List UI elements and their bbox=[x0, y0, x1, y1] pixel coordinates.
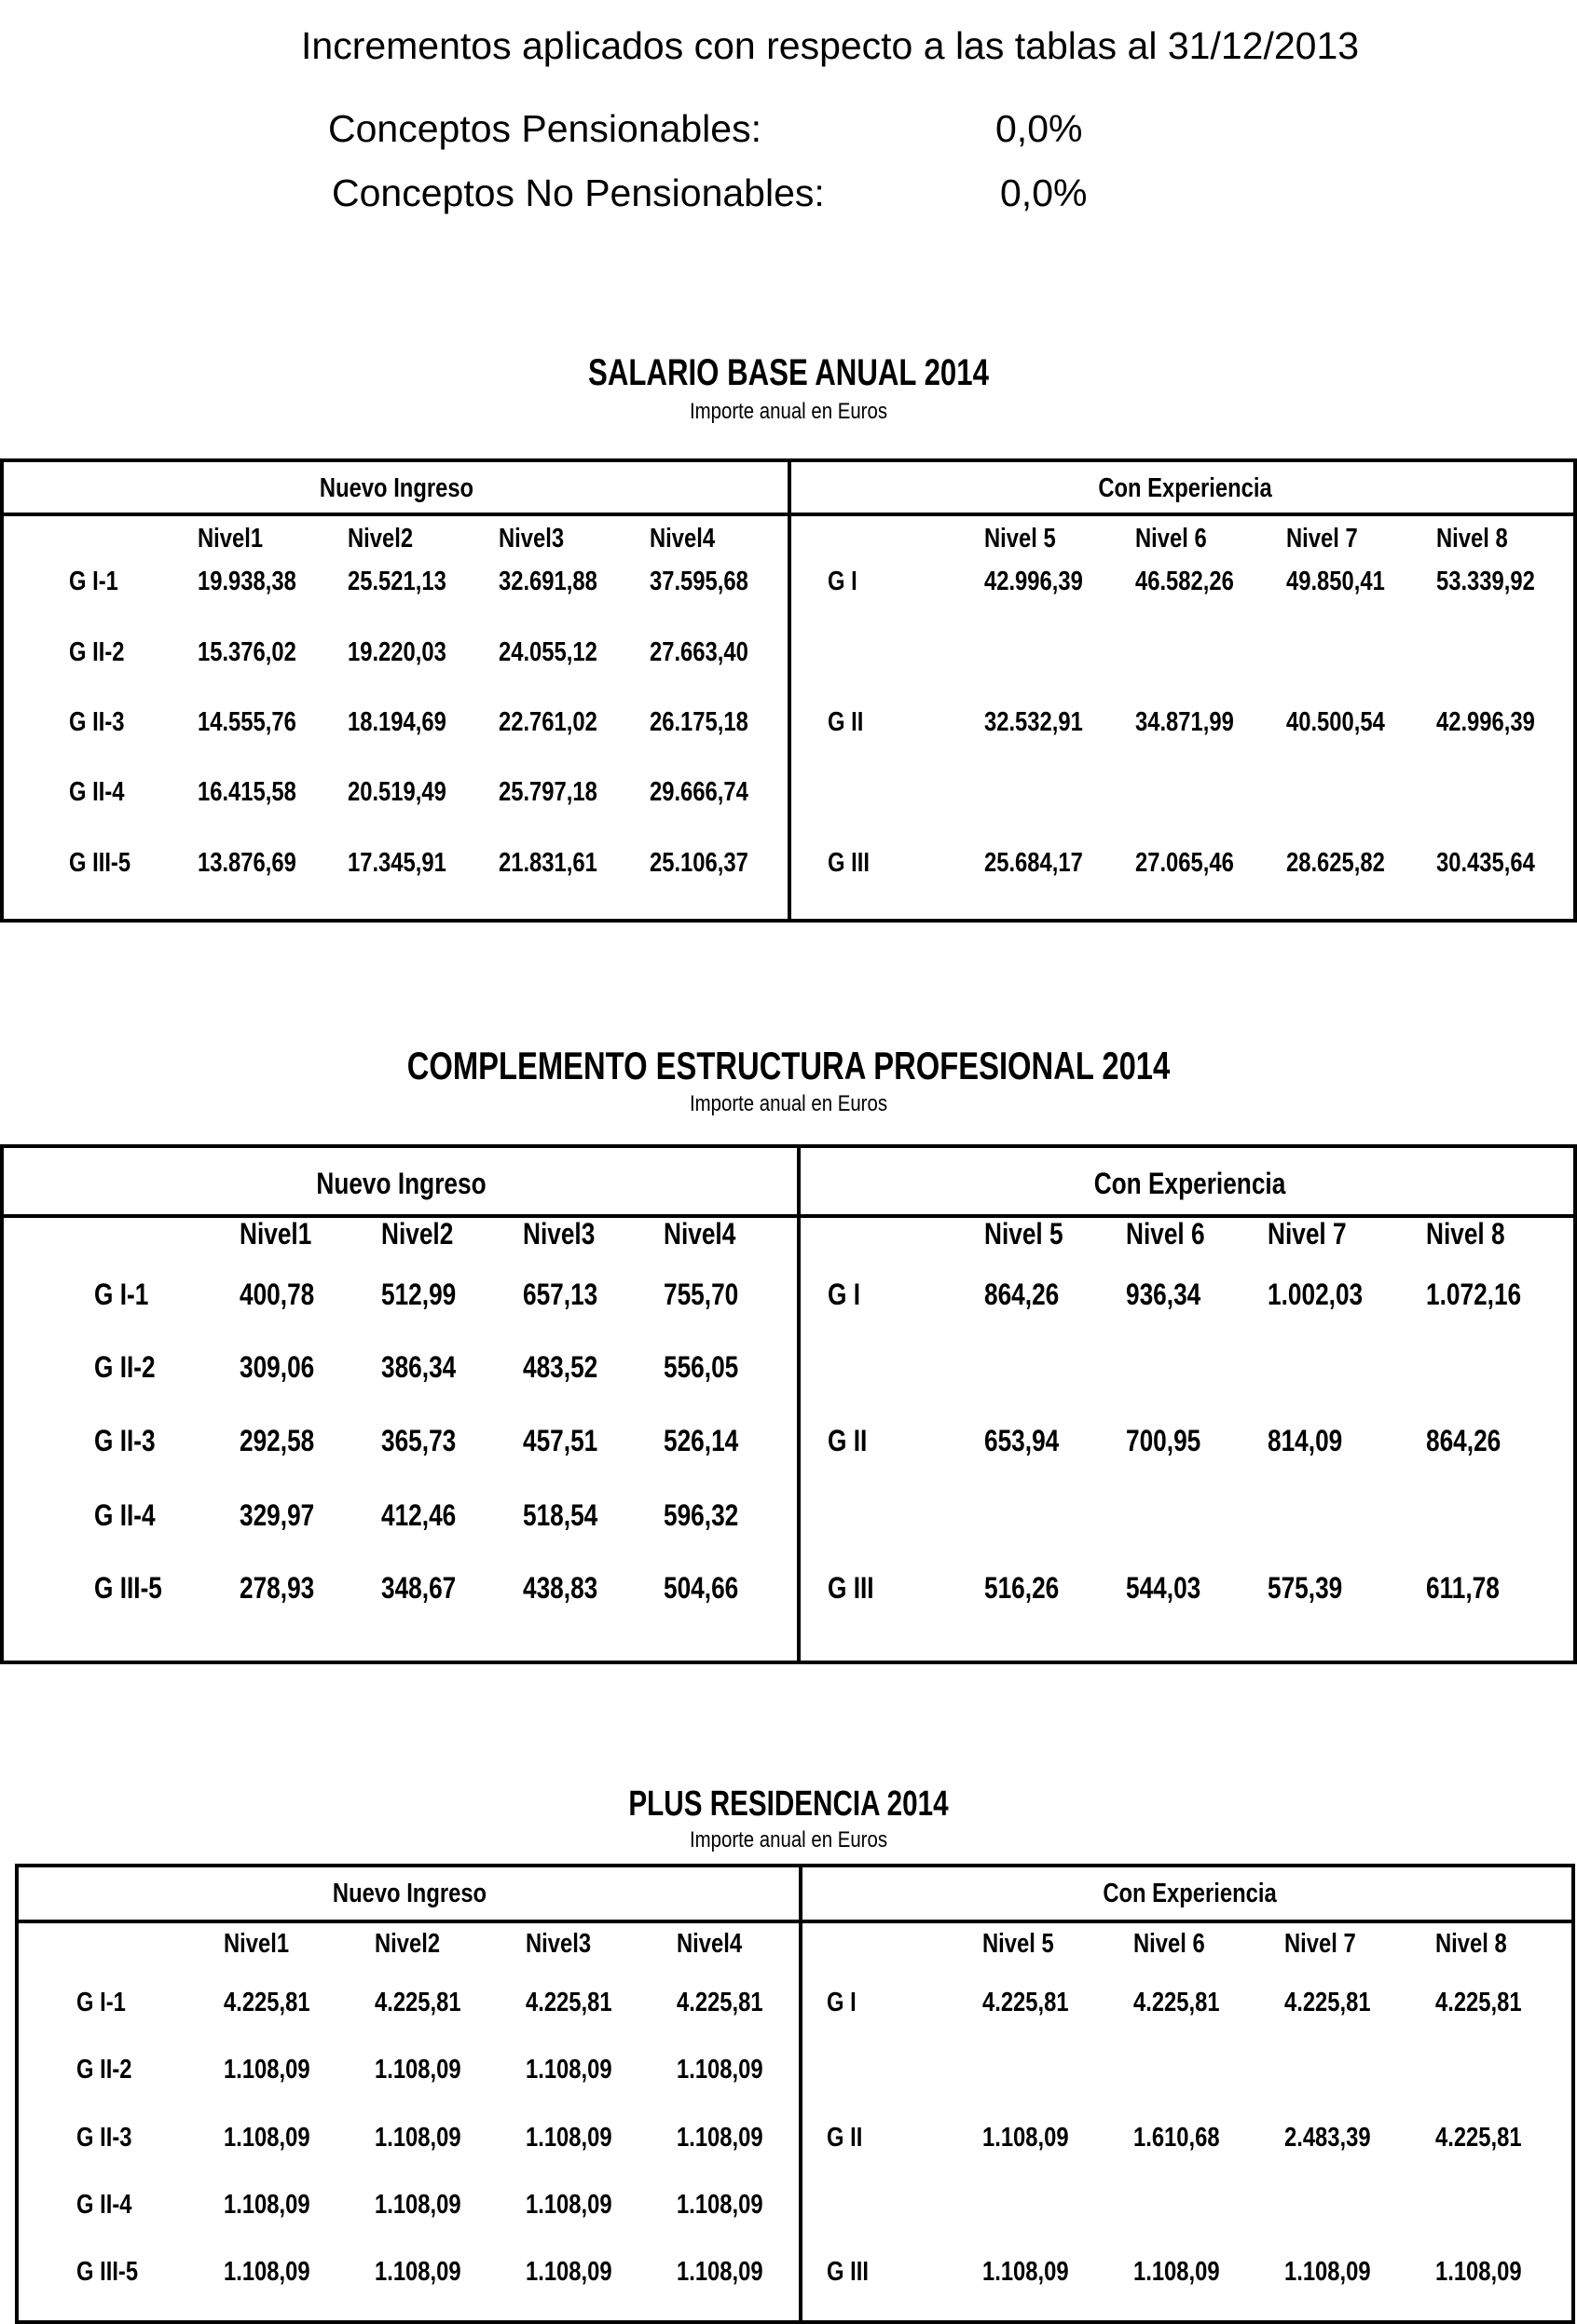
header-divider bbox=[4, 513, 1573, 516]
value-cell: 700,95 bbox=[1126, 1424, 1201, 1457]
row-label: G I-1 bbox=[94, 1278, 149, 1311]
value-cell: 1.002,03 bbox=[1268, 1278, 1364, 1311]
level-header: Nivel2 bbox=[348, 523, 414, 554]
value-cell: 1.108,09 bbox=[982, 2122, 1069, 2153]
row-label: G I bbox=[828, 1278, 860, 1311]
row-label: G II-3 bbox=[69, 706, 125, 737]
value-cell: 24.055,12 bbox=[499, 636, 597, 667]
level-header: Nivel2 bbox=[375, 1928, 441, 1959]
level-header: Nivel3 bbox=[499, 523, 565, 554]
row-label: G II bbox=[828, 1424, 868, 1457]
value-cell: 1.108,09 bbox=[224, 2256, 310, 2287]
section-title: COMPLEMENTO ESTRUCTURA PROFESIONAL 2014 bbox=[406, 1044, 1171, 1087]
value-cell: 1.108,09 bbox=[1435, 2256, 1522, 2287]
level-header: Nivel3 bbox=[526, 1928, 592, 1959]
value-cell: 348,67 bbox=[381, 1571, 457, 1605]
group-header-nuevo-ingreso: Nuevo Ingreso bbox=[319, 473, 474, 503]
level-header: Nivel 6 bbox=[1133, 1928, 1205, 1959]
row-label: G II-4 bbox=[69, 776, 125, 807]
value-cell: 4.225,81 bbox=[982, 1987, 1069, 2017]
group-header-con-experiencia: Con Experiencia bbox=[1103, 1879, 1277, 1908]
value-cell: 504,66 bbox=[664, 1571, 739, 1605]
value-cell: 1.108,09 bbox=[677, 2054, 763, 2085]
value-cell: 34.871,99 bbox=[1135, 706, 1234, 737]
value-cell: 4.225,81 bbox=[1133, 1987, 1220, 2017]
value-cell: 864,26 bbox=[984, 1278, 1060, 1311]
row-label: G I bbox=[827, 1987, 857, 2017]
increment-value-pensionable: 0,0% bbox=[995, 107, 1083, 150]
value-cell: 32.532,91 bbox=[984, 706, 1083, 737]
value-cell: 936,34 bbox=[1126, 1278, 1201, 1311]
value-cell: 1.108,09 bbox=[1284, 2256, 1371, 2287]
value-cell: 37.595,68 bbox=[650, 566, 748, 596]
value-cell: 30.435,64 bbox=[1436, 847, 1535, 878]
row-label: G III-5 bbox=[76, 2256, 139, 2287]
value-cell: 526,14 bbox=[664, 1424, 739, 1457]
value-cell: 21.831,61 bbox=[499, 847, 597, 878]
value-cell: 309,06 bbox=[240, 1350, 315, 1384]
value-cell: 40.500,54 bbox=[1286, 706, 1385, 737]
level-header: Nivel1 bbox=[198, 523, 264, 554]
level-header: Nivel 8 bbox=[1426, 1217, 1505, 1251]
row-label: G I-1 bbox=[69, 566, 118, 596]
value-cell: 438,83 bbox=[523, 1571, 598, 1605]
value-cell: 412,46 bbox=[381, 1498, 457, 1532]
row-label: G II-2 bbox=[94, 1350, 156, 1384]
group-divider bbox=[788, 462, 791, 919]
header-divider bbox=[19, 1920, 1571, 1923]
value-cell: 19.220,03 bbox=[348, 636, 446, 667]
value-cell: 1.108,09 bbox=[375, 2054, 461, 2085]
value-cell: 17.345,91 bbox=[348, 847, 446, 878]
row-label: G III bbox=[828, 1571, 874, 1605]
value-cell: 814,09 bbox=[1268, 1424, 1343, 1457]
increment-value-non-pensionable: 0,0% bbox=[1000, 171, 1088, 214]
value-cell: 28.625,82 bbox=[1286, 847, 1385, 878]
value-cell: 1.108,09 bbox=[526, 2122, 612, 2153]
salary-table bbox=[0, 458, 1577, 923]
value-cell: 1.108,09 bbox=[677, 2256, 763, 2287]
row-label: G II-3 bbox=[76, 2122, 132, 2153]
value-cell: 1.108,09 bbox=[224, 2189, 310, 2220]
value-cell: 596,32 bbox=[664, 1498, 739, 1532]
value-cell: 386,34 bbox=[381, 1350, 457, 1384]
value-cell: 25.521,13 bbox=[348, 566, 446, 596]
section-title: PLUS RESIDENCIA 2014 bbox=[628, 1784, 949, 1824]
level-header: Nivel 6 bbox=[1126, 1217, 1205, 1251]
value-cell: 653,94 bbox=[984, 1424, 1060, 1457]
value-cell: 19.938,38 bbox=[198, 566, 296, 596]
level-header: Nivel 6 bbox=[1135, 523, 1207, 554]
salary-table bbox=[15, 1864, 1575, 2324]
value-cell: 22.761,02 bbox=[499, 706, 597, 737]
value-cell: 4.225,81 bbox=[375, 1987, 461, 2017]
level-header: Nivel 8 bbox=[1435, 1928, 1507, 1959]
value-cell: 1.072,16 bbox=[1426, 1278, 1522, 1311]
row-label: G II-4 bbox=[76, 2189, 132, 2220]
level-header: Nivel 8 bbox=[1436, 523, 1508, 554]
value-cell: 1.108,09 bbox=[375, 2256, 461, 2287]
increment-label-non-pensionable: Conceptos No Pensionables: bbox=[332, 171, 825, 214]
value-cell: 32.691,88 bbox=[499, 566, 597, 596]
value-cell: 2.483,39 bbox=[1284, 2122, 1371, 2153]
level-header: Nivel4 bbox=[677, 1928, 743, 1959]
value-cell: 657,13 bbox=[523, 1278, 598, 1311]
level-header: Nivel 7 bbox=[1284, 1928, 1356, 1959]
value-cell: 1.108,09 bbox=[526, 2054, 612, 2085]
value-cell: 1.108,09 bbox=[375, 2189, 461, 2220]
value-cell: 4.225,81 bbox=[224, 1987, 310, 2017]
value-cell: 25.684,17 bbox=[984, 847, 1083, 878]
value-cell: 518,54 bbox=[523, 1498, 598, 1532]
value-cell: 292,58 bbox=[240, 1424, 315, 1457]
value-cell: 18.194,69 bbox=[348, 706, 446, 737]
value-cell: 4.225,81 bbox=[1435, 1987, 1522, 2017]
level-header: Nivel 5 bbox=[984, 1217, 1063, 1251]
row-label: G I bbox=[828, 566, 857, 596]
row-label: G III bbox=[827, 2256, 869, 2287]
level-header: Nivel 5 bbox=[984, 523, 1056, 554]
group-header-con-experiencia: Con Experiencia bbox=[1098, 473, 1272, 503]
value-cell: 15.376,02 bbox=[198, 636, 296, 667]
value-cell: 16.415,58 bbox=[198, 776, 296, 807]
value-cell: 575,39 bbox=[1268, 1571, 1343, 1605]
section-subtitle: Importe anual en Euros bbox=[689, 399, 888, 424]
value-cell: 1.108,09 bbox=[677, 2122, 763, 2153]
value-cell: 755,70 bbox=[664, 1278, 739, 1311]
row-label: G II-2 bbox=[69, 636, 125, 667]
value-cell: 1.108,09 bbox=[677, 2189, 763, 2220]
value-cell: 864,26 bbox=[1426, 1424, 1502, 1457]
row-label: G III-5 bbox=[69, 847, 131, 878]
value-cell: 611,78 bbox=[1426, 1571, 1500, 1605]
group-divider bbox=[797, 1148, 801, 1661]
value-cell: 516,26 bbox=[984, 1571, 1060, 1605]
value-cell: 4.225,81 bbox=[526, 1987, 612, 2017]
group-header-nuevo-ingreso: Nuevo Ingreso bbox=[316, 1167, 487, 1200]
value-cell: 25.106,37 bbox=[650, 847, 748, 878]
value-cell: 400,78 bbox=[240, 1278, 315, 1311]
group-header-nuevo-ingreso: Nuevo Ingreso bbox=[332, 1879, 487, 1908]
level-header: Nivel 7 bbox=[1268, 1217, 1347, 1251]
section-title: SALARIO BASE ANUAL 2014 bbox=[588, 352, 989, 393]
value-cell: 544,03 bbox=[1126, 1571, 1201, 1605]
value-cell: 4.225,81 bbox=[1284, 1987, 1371, 2017]
level-header: Nivel3 bbox=[523, 1217, 596, 1251]
value-cell: 4.225,81 bbox=[1435, 2122, 1522, 2153]
level-header: Nivel 5 bbox=[982, 1928, 1054, 1959]
value-cell: 329,97 bbox=[240, 1498, 315, 1532]
level-header: Nivel1 bbox=[224, 1928, 290, 1959]
level-header: Nivel1 bbox=[240, 1217, 312, 1251]
section-subtitle: Importe anual en Euros bbox=[689, 1827, 888, 1852]
value-cell: 53.339,92 bbox=[1436, 566, 1535, 596]
value-cell: 26.175,18 bbox=[650, 706, 748, 737]
value-cell: 49.850,41 bbox=[1286, 566, 1385, 596]
row-label: G II bbox=[828, 706, 864, 737]
value-cell: 42.996,39 bbox=[984, 566, 1083, 596]
section-subtitle: Importe anual en Euros bbox=[689, 1091, 888, 1116]
value-cell: 1.108,09 bbox=[224, 2054, 310, 2085]
value-cell: 27.663,40 bbox=[650, 636, 748, 667]
row-label: G III bbox=[828, 847, 870, 878]
value-cell: 1.108,09 bbox=[224, 2122, 310, 2153]
level-header: Nivel4 bbox=[650, 523, 716, 554]
value-cell: 1.108,09 bbox=[982, 2256, 1069, 2287]
row-label: G II bbox=[827, 2122, 863, 2153]
level-header: Nivel4 bbox=[664, 1217, 736, 1251]
level-header: Nivel2 bbox=[381, 1217, 454, 1251]
value-cell: 556,05 bbox=[664, 1350, 739, 1384]
value-cell: 25.797,18 bbox=[499, 776, 597, 807]
row-label: G II-2 bbox=[76, 2054, 132, 2085]
value-cell: 20.519,49 bbox=[348, 776, 446, 807]
value-cell: 29.666,74 bbox=[650, 776, 748, 807]
salary-table bbox=[0, 1144, 1577, 1664]
value-cell: 14.555,76 bbox=[198, 706, 296, 737]
row-label: G II-4 bbox=[94, 1498, 156, 1532]
increment-label-pensionable: Conceptos Pensionables: bbox=[328, 107, 761, 150]
value-cell: 483,52 bbox=[523, 1350, 598, 1384]
value-cell: 13.876,69 bbox=[198, 847, 296, 878]
value-cell: 1.108,09 bbox=[526, 2256, 612, 2287]
value-cell: 42.996,39 bbox=[1436, 706, 1535, 737]
page-title: Incrementos aplicados con respecto a las tablas al 31/12/2013 bbox=[301, 24, 1360, 67]
value-cell: 1.108,09 bbox=[526, 2189, 612, 2220]
value-cell: 512,99 bbox=[381, 1278, 457, 1311]
row-label: G I-1 bbox=[76, 1987, 126, 2017]
value-cell: 1.108,09 bbox=[375, 2122, 461, 2153]
level-header: Nivel 7 bbox=[1286, 523, 1358, 554]
value-cell: 278,93 bbox=[240, 1571, 315, 1605]
group-header-con-experiencia: Con Experiencia bbox=[1093, 1167, 1286, 1200]
row-label: G II-3 bbox=[94, 1424, 156, 1457]
group-divider bbox=[799, 1867, 802, 2320]
row-label: G III-5 bbox=[94, 1571, 162, 1605]
value-cell: 1.108,09 bbox=[1133, 2256, 1220, 2287]
value-cell: 365,73 bbox=[381, 1424, 457, 1457]
value-cell: 1.610,68 bbox=[1133, 2122, 1220, 2153]
value-cell: 4.225,81 bbox=[677, 1987, 763, 2017]
value-cell: 27.065,46 bbox=[1135, 847, 1234, 878]
value-cell: 46.582,26 bbox=[1135, 566, 1234, 596]
value-cell: 457,51 bbox=[523, 1424, 598, 1457]
